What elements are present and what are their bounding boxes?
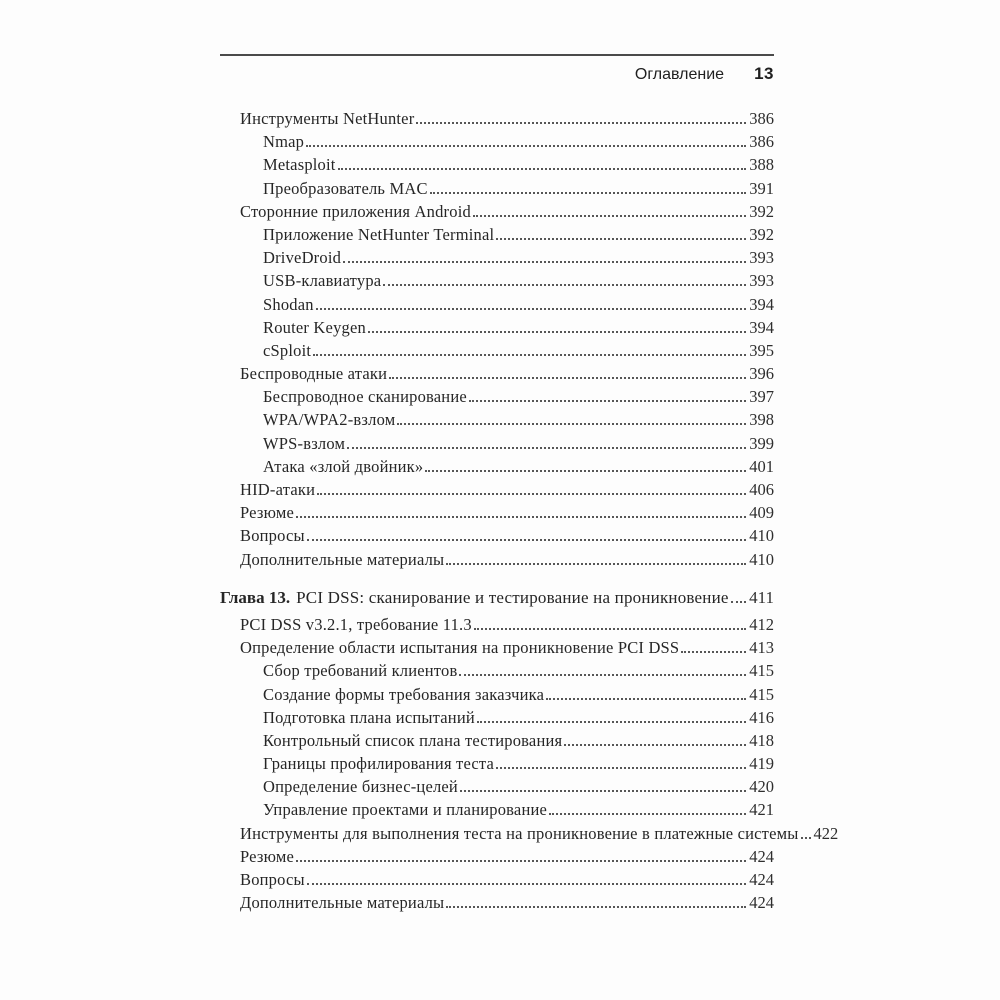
toc-entry-label: Дополнительные материалы xyxy=(240,893,445,913)
dot-leader xyxy=(731,601,746,603)
dot-leader xyxy=(316,308,747,310)
toc-entry xyxy=(220,870,774,893)
dot-leader xyxy=(430,192,747,194)
toc-entry-label: Вопросы xyxy=(240,870,305,889)
toc-entry-label: PCI DSS v3.2.1, требование 11.3 xyxy=(240,614,472,634)
toc-entry-label: Определение области испытания на проникновение PCI DSS xyxy=(240,638,680,658)
dot-leader xyxy=(446,563,746,565)
dot-leader xyxy=(473,215,746,217)
page-content xyxy=(220,54,839,916)
toc-entry xyxy=(220,893,774,916)
toc-entry-page: 415 xyxy=(749,684,774,704)
toc-entry-label: Shodan xyxy=(263,294,314,314)
toc-entry-label: Создание формы требования заказчика xyxy=(263,684,545,704)
toc-entry-label: Атака «злой двойник» xyxy=(263,456,424,476)
toc-entry-label: Беспроводные атаки xyxy=(240,364,388,384)
dot-leader xyxy=(496,767,746,769)
toc-entry xyxy=(220,434,774,457)
toc-entry xyxy=(220,731,774,754)
toc-entry-page: 424 xyxy=(749,846,774,866)
toc-entry-label: Контрольный список плана тестирования xyxy=(263,730,563,750)
toc-entry-page: 411 xyxy=(749,587,774,607)
toc-entry-page: 395 xyxy=(749,340,774,360)
toc-entry-page: 393 xyxy=(749,271,774,291)
running-head-title: Оглавление xyxy=(634,66,725,83)
toc-entry-label: Инструменты NetHunter xyxy=(240,109,415,128)
toc-entry-page: 391 xyxy=(749,178,774,198)
toc-entry-page: 410 xyxy=(749,526,774,546)
toc-entry xyxy=(220,387,774,410)
dot-leader xyxy=(296,860,746,862)
toc-chapter-entry xyxy=(220,588,774,611)
toc-entry-page: 394 xyxy=(749,317,774,337)
toc-entry xyxy=(220,202,774,225)
toc-entry-page: 406 xyxy=(749,480,774,499)
running-head xyxy=(220,64,774,84)
toc-entry xyxy=(220,685,774,708)
toc-entry-page: 386 xyxy=(749,109,774,128)
toc-entry xyxy=(220,295,774,318)
toc-entry-page: 410 xyxy=(749,549,774,569)
toc-entry-page: 422 xyxy=(813,823,839,843)
toc-entry xyxy=(220,248,774,271)
dot-leader xyxy=(474,628,746,630)
toc-entry xyxy=(220,847,774,870)
dot-leader xyxy=(425,470,746,472)
toc-entry-page: 397 xyxy=(749,387,774,407)
toc-entry xyxy=(220,638,774,661)
toc-entry xyxy=(220,526,774,549)
dot-leader xyxy=(307,539,746,541)
dot-leader xyxy=(347,447,746,449)
toc-entry-page: 418 xyxy=(749,730,774,750)
toc-entry xyxy=(220,823,839,847)
table-of-contents xyxy=(220,109,839,916)
dot-leader xyxy=(801,837,811,839)
toc-entry xyxy=(220,661,774,684)
toc-entry xyxy=(220,318,774,341)
toc-entry-label: Дополнительные материалы xyxy=(240,549,445,569)
toc-entry-page: 392 xyxy=(749,224,774,244)
toc-entry xyxy=(220,503,774,526)
toc-entry xyxy=(220,179,774,202)
toc-entry xyxy=(220,550,774,573)
toc-entry-page: 396 xyxy=(749,364,774,384)
toc-entry-page: 392 xyxy=(749,201,774,221)
dot-leader xyxy=(477,721,746,723)
toc-entry-page: 413 xyxy=(749,638,774,658)
toc-entry-page: 388 xyxy=(749,155,774,175)
dot-leader xyxy=(343,261,746,263)
dot-leader xyxy=(296,516,746,518)
dot-leader xyxy=(459,674,746,676)
toc-entry xyxy=(220,708,774,731)
dot-leader xyxy=(549,813,746,815)
toc-entry xyxy=(220,132,774,155)
toc-entry-label: Определение бизнес-целей xyxy=(263,777,458,797)
toc-entry-label: USB-клавиатура xyxy=(263,271,382,291)
toc-entry-label: Преобразователь MAC xyxy=(263,178,428,198)
toc-entry-page: 415 xyxy=(749,661,774,681)
toc-entry-label: Приложение NetHunter Terminal xyxy=(263,224,495,244)
toc-entry-label: HID-атаки xyxy=(240,480,316,499)
dot-leader xyxy=(383,284,746,286)
toc-entry xyxy=(220,800,774,823)
toc-entry-page: 424 xyxy=(749,870,774,889)
toc-entry xyxy=(220,109,774,132)
toc-entry-page: 412 xyxy=(749,614,774,634)
dot-leader xyxy=(368,331,746,333)
toc-entry-page: 394 xyxy=(749,294,774,314)
toc-entry-page: 421 xyxy=(749,800,774,820)
toc-entry-label: DriveDroid xyxy=(263,248,342,268)
toc-entry xyxy=(220,615,774,638)
toc-entry-label: Границы профилирования теста xyxy=(263,754,495,774)
toc-entry-page: 393 xyxy=(749,248,774,268)
toc-entry-label: Сбор требований клиентов xyxy=(263,661,458,681)
toc-entry-page: 398 xyxy=(749,410,774,430)
toc-entry-label: Router Keygen xyxy=(263,317,366,337)
toc-entry xyxy=(220,480,774,503)
toc-entry xyxy=(220,271,774,294)
toc-entry xyxy=(220,457,774,480)
toc-entry-page: 424 xyxy=(749,893,774,913)
dot-leader xyxy=(564,744,746,746)
toc-entry-label: Инструменты для выполнения теста на проникновение в платежные системы xyxy=(240,823,799,843)
dot-leader xyxy=(460,790,746,792)
dot-leader xyxy=(469,400,746,402)
chapter-number-label: Глава 13. xyxy=(220,587,291,607)
toc-entry-label: Вопросы xyxy=(240,526,305,546)
toc-entry xyxy=(220,225,774,248)
header-rule xyxy=(220,54,774,56)
dot-leader xyxy=(317,493,746,495)
toc-entry-label: Подготовка плана испытаний xyxy=(263,707,475,727)
toc-entry-label: cSploit xyxy=(263,340,312,360)
dot-leader xyxy=(338,168,747,170)
toc-entry-page: 409 xyxy=(749,503,774,523)
toc-entry xyxy=(220,777,774,800)
toc-entry-page: 416 xyxy=(749,707,774,727)
dot-leader xyxy=(389,377,746,379)
dot-leader xyxy=(416,122,746,124)
toc-entry-label: WPA/WPA2-взлом xyxy=(263,410,396,430)
toc-entry-page: 399 xyxy=(749,433,774,453)
toc-entry xyxy=(220,364,774,387)
dot-leader xyxy=(313,354,746,356)
toc-entry-label: PCI DSS: сканирование и тестирование на проникновение xyxy=(296,587,729,607)
running-head-page-number: 13 xyxy=(754,64,774,83)
toc-entry-page: 386 xyxy=(749,132,774,152)
dot-leader xyxy=(446,906,746,908)
toc-entry-page: 419 xyxy=(749,754,774,774)
dot-leader xyxy=(307,883,746,885)
dot-leader xyxy=(496,238,746,240)
toc-entry-label: WPS-взлом xyxy=(263,433,346,453)
toc-entry-label: Nmap xyxy=(263,132,305,152)
dot-leader xyxy=(546,698,746,700)
dot-leader xyxy=(681,651,746,653)
toc-entry-label: Управление проектами и планирование xyxy=(263,800,548,820)
toc-entry-label: Резюме xyxy=(240,846,295,866)
toc-entry-label: Беспроводное сканирование xyxy=(263,387,467,407)
toc-entry xyxy=(220,754,774,777)
toc-entry-label: Резюме xyxy=(240,503,295,523)
toc-entry xyxy=(220,410,774,433)
toc-entry-label: Сторонние приложения Android xyxy=(240,201,471,221)
toc-entry xyxy=(220,341,774,364)
toc-entry-page: 420 xyxy=(749,777,774,797)
toc-entry-label: Metasploit xyxy=(263,155,336,175)
dot-leader xyxy=(306,145,746,147)
toc-entry-page: 401 xyxy=(749,456,774,476)
dot-leader xyxy=(397,423,746,425)
toc-entry xyxy=(220,155,774,178)
